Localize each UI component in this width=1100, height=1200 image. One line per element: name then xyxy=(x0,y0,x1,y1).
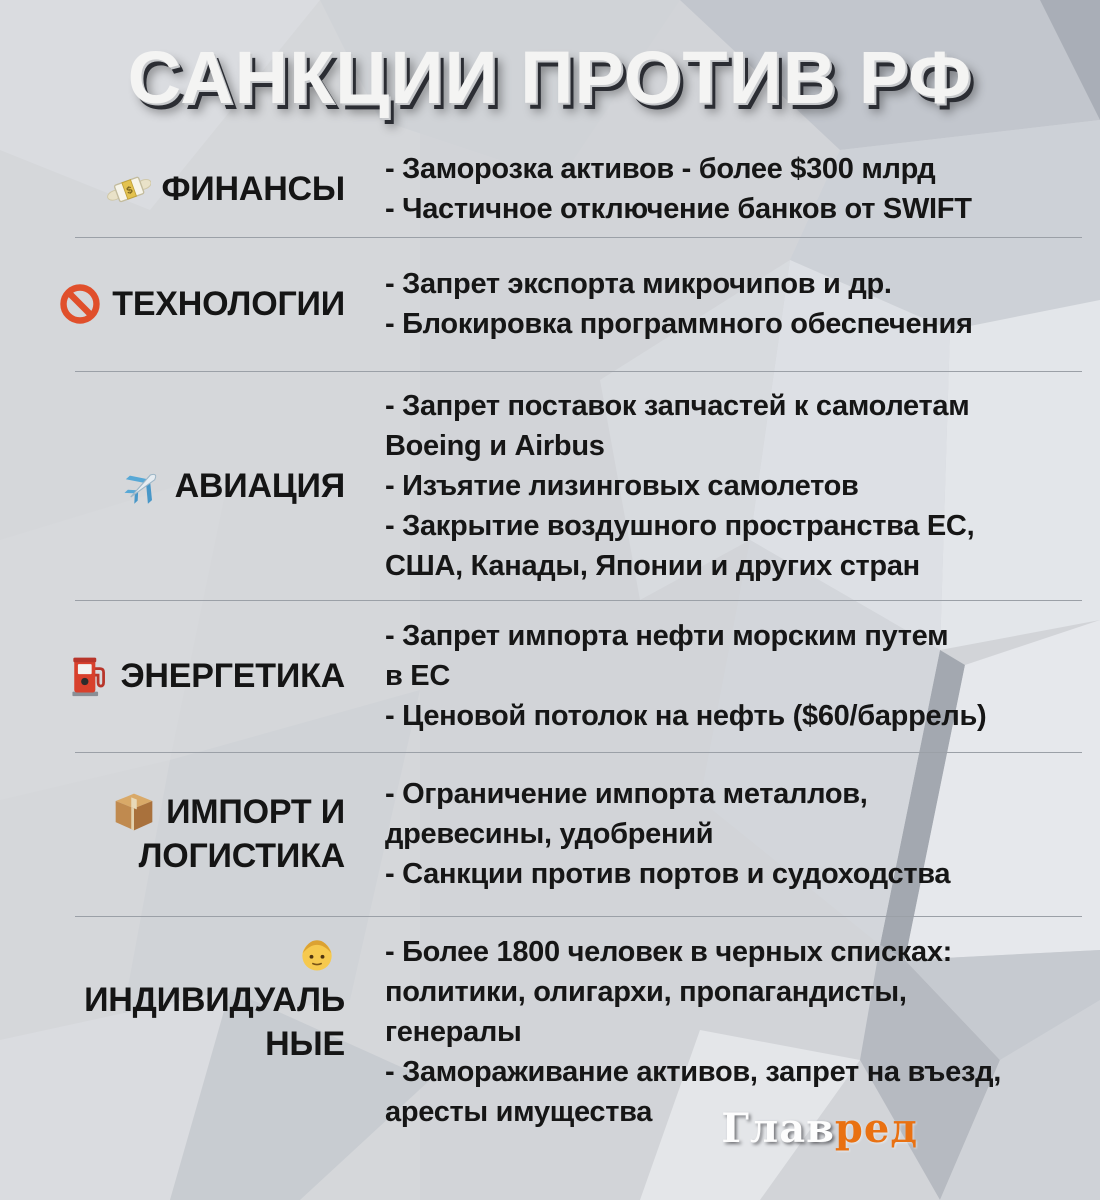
airplane-icon xyxy=(121,464,165,508)
bullet-line: - Блокировка программного обеспечения xyxy=(385,308,973,340)
package-icon xyxy=(112,790,156,834)
prohibited-sign-icon xyxy=(58,282,102,326)
bullet-line: политики, олигархи, пропагандисты, xyxy=(385,976,907,1008)
bullet-line: генералы xyxy=(385,1016,522,1048)
bullet-line: аресты имущества xyxy=(385,1096,653,1128)
section-import-logistics-label xyxy=(0,790,345,878)
bullet-line: - Изъятие лизинговых самолетов xyxy=(385,469,859,502)
section-finance-label xyxy=(0,167,345,211)
bullet-line: США, Канады, Японии и других стран xyxy=(385,549,920,582)
glavred-logo xyxy=(721,1105,918,1152)
section-energy-bullets xyxy=(345,616,1100,736)
section-individual-bullets xyxy=(345,932,1100,1132)
money-with-wings-icon xyxy=(107,167,151,211)
person-icon xyxy=(295,932,339,976)
section-label-text: НЫЕ xyxy=(265,1025,345,1063)
section-aviation-label xyxy=(0,464,345,508)
bullet-line: - Запрет экспорта микрочипов и др. xyxy=(385,268,892,300)
section-import-logistics xyxy=(0,752,1100,916)
section-technology-bullets xyxy=(345,264,1100,344)
section-energy-label xyxy=(0,654,345,698)
title-block xyxy=(0,0,1100,140)
bullet-line: - Запрет поставок запчастей к самолетам xyxy=(385,389,970,422)
section-finance xyxy=(0,140,1100,237)
section-energy xyxy=(0,600,1100,752)
bullet-line: - Более 1800 человек в черных списках: xyxy=(385,936,953,968)
bullet-line: - Закрытие воздушного пространства ЕС, xyxy=(385,509,975,542)
bullet-line: Boeing и Airbus xyxy=(385,429,605,462)
section-aviation-bullets xyxy=(345,386,1100,586)
section-individual xyxy=(0,916,1100,1200)
section-finance-bullets xyxy=(345,149,1100,229)
bullet-line: древесины, удобрений xyxy=(385,818,714,850)
bullet-line: - Заморозка активов - более $300 млрд xyxy=(385,152,936,185)
section-technology xyxy=(0,237,1100,371)
section-label-text: ИМПОРТ И xyxy=(166,793,345,831)
section-aviation xyxy=(0,371,1100,600)
section-label-text: ФИНАНСЫ xyxy=(161,169,345,208)
section-label-text: ЛОГИСТИКА xyxy=(138,837,345,875)
bullet-line: - Замораживание активов, запрет на въезд, xyxy=(385,1056,1001,1088)
bullet-line: - Ценовой потолок на нефть ($60/баррель) xyxy=(385,700,987,732)
bullet-line: - Ограничение импорта металлов, xyxy=(385,778,868,810)
section-label-text: АВИАЦИЯ xyxy=(174,466,345,505)
bullet-line: - Запрет импорта нефти морским путем xyxy=(385,620,949,652)
section-individual-label xyxy=(0,932,345,1066)
svg-text:$: $ xyxy=(125,184,135,197)
glavred-logo-accent-part: ред xyxy=(834,1105,918,1152)
section-label-text: ЭНЕРГЕТИКА xyxy=(120,657,345,695)
section-label-text: ИНДИВИДУАЛЬ xyxy=(84,981,345,1019)
section-label-text: ТЕХНОЛОГИИ xyxy=(112,285,345,323)
section-technology-label xyxy=(0,282,345,326)
bullet-line: - Частичное отключение банков от SWIFT xyxy=(385,192,972,225)
section-import-logistics-bullets xyxy=(345,774,1100,894)
bullet-line: - Санкции против портов и судоходства xyxy=(385,858,951,890)
glavred-logo-light-part: Глав xyxy=(721,1105,835,1152)
poster-title: САНКЦИИ ПРОТИВ РФ xyxy=(127,35,973,119)
bullet-line: в ЕС xyxy=(385,660,450,692)
fuel-pump-icon xyxy=(66,654,110,698)
